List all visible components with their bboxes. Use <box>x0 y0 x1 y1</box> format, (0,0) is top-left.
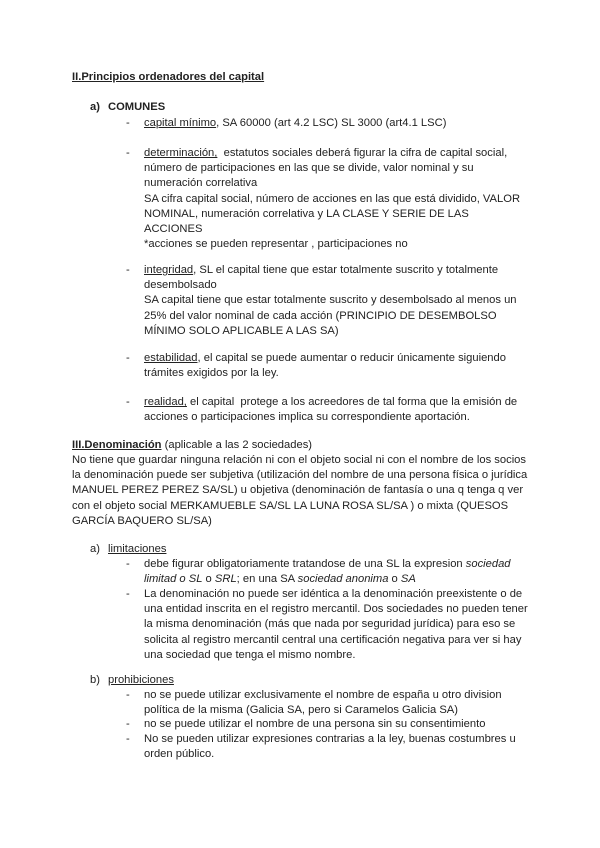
subsection-prohibiciones: b) prohibiciones <box>90 674 174 686</box>
section-title-denominacion: III.Denominación (aplicable a las 2 sociedades) <box>72 439 313 451</box>
denominacion-intro: No tiene que guardar ninguna relación ni con el objeto social ni con el nombre de los socios la denominación puede ser subjetiva (utilización del nombre de una persona física o jurídica MANUEL PEREZ PEREZ SA/SL) u objetiva (denominación de fantasía o una q tenga q ver con el objeto social MERKAMUEBLE SA/SL LA LUNA ROSA SL/SA ) o mixta (QUESOS GARCÍA BAQUERO SL/SA) <box>72 454 528 527</box>
document-page: II.Principios ordenadores del capital a) COMUNES - capital mínimo, SA 60000 (art 4.2 LSC) SL 3000 (art4.1 LSC) - determinación, estatutos sociales deberá figurar la cifra de capital social, número de participaciones en las que se divide, valor nominal y su numeración correlativa SA cifra capital social, número de acciones en las que está dividido, VALOR NOMINAL, numeración correlativa y LA CLASE Y SERIE DE LAS ACCIONES *acciones se pueden representar , participaciones no - integridad, SL el capital tiene que estar totalmente suscrito y totalmente desembolsado SA capital tiene que estar totalmente suscrito y desembolsado al menos un 25% del valor nominal de cada acción (PRINCIPIO DE DESEMBOLSO MÍNIMO SOLO APLICABLE A LAS SA) - estabilidad, el capital se puede aumentar o reducir únicamente siguiendo trámites exigidos por la ley. - realidad, el capital protege a los acreedores de tal forma que la emisión de acciones o participaciones implica su correspondiente aportación. III.Denominación (aplicable a las 2 sociedades) No tiene que guardar ninguna relación ni con el objeto social ni con el nombre de los socios la denominación puede ser subjetiva (utilización del nombre de una persona física o jurídica MANUEL PEREZ PEREZ SA/SL) u objetiva (denominación de fantasía o una q tenga q ver con el objeto social MERKAMUEBLE SA/SL LA LUNA ROSA SL/SA ) o mixta (QUESOS GARCÍA BAQUERO SL/SA) a) limitaciones - debe figurar obligatoriamente tratandose de una SL la expresion sociedad limitad o SL o SRL; en una SA sociedad anonima o SA - La denominación no puede ser idéntica a la denominación preexistente o de una entidad inscrita en el registro mercantil. Dos sociedades no pueden tener la misma denominación (más que nada por seguridad jurídica) para eso se solicita al registro mercantil central una certificación negativa para ver si hay una sociedad que tenga el mismo nombre. b) prohibiciones - no se puede utilizar exclusivamente el nombre de españa u otro division política de la misma (Galicia SA, pero si Caramelos Galicia SA) - no se puede utilizar el nombre de una persona sin su consentimiento - No se pueden utilizar expresiones contrarias a la ley, buenas costumbres u orden público. <box>0 0 600 848</box>
section-title-capital: II.Principios ordenadores del capital <box>72 71 265 83</box>
subsection-comunes: a) COMUNES <box>90 101 166 113</box>
subsection-limitaciones: a) limitaciones <box>90 543 167 555</box>
